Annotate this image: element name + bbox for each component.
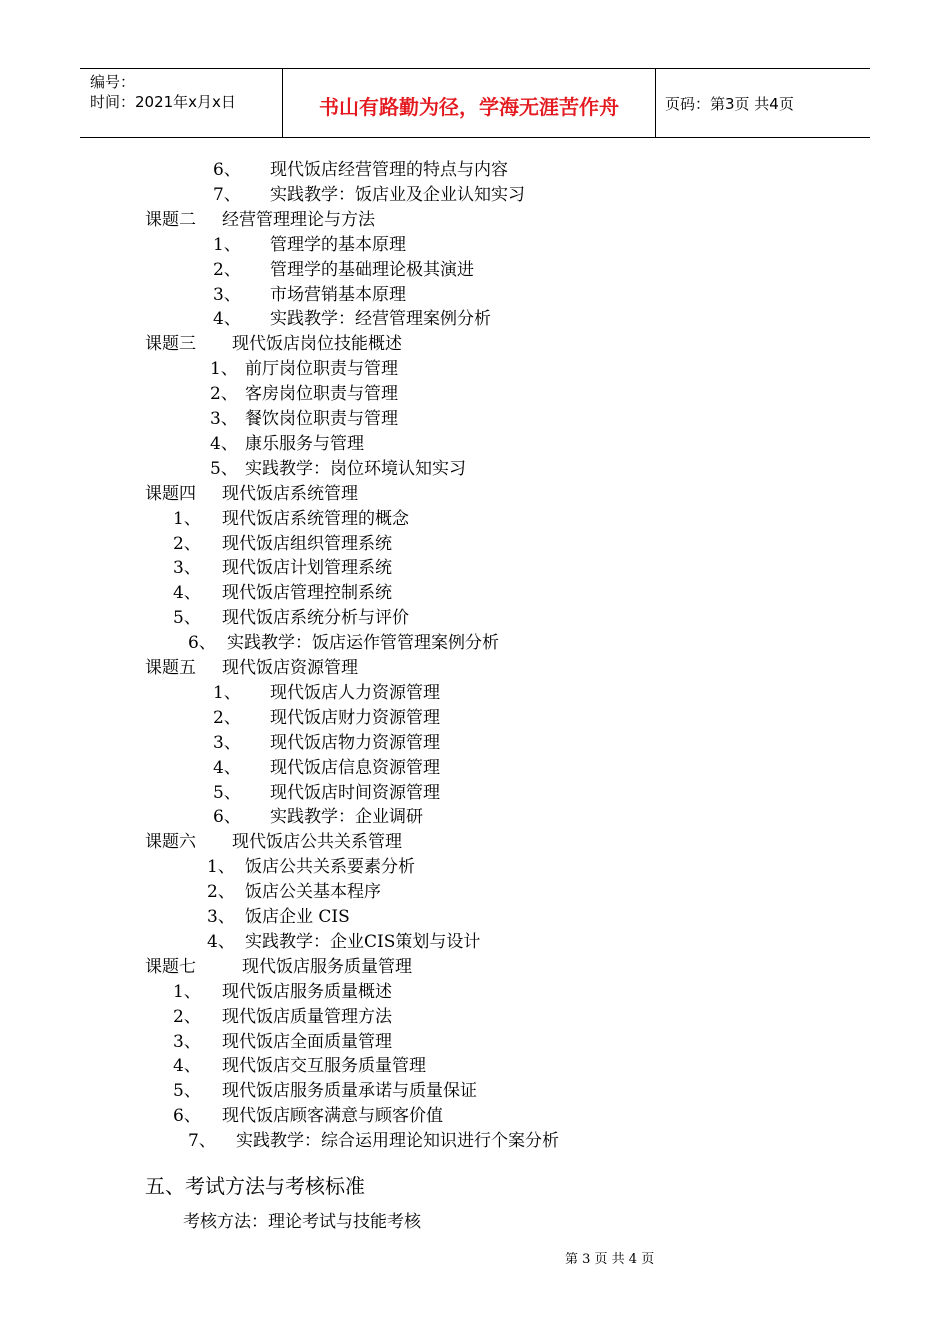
outline-item-text: 现代饭店管理控制系统 bbox=[222, 583, 392, 603]
outline-item-number: 3、 bbox=[210, 409, 238, 429]
outline-item-text: 现代饭店服务质量管理 bbox=[242, 957, 412, 977]
outline-item-number: 1、 bbox=[213, 235, 241, 255]
outline-item-text: 实践教学：综合运用理论知识进行个案分析 bbox=[236, 1131, 559, 1151]
outline-item-text: 餐饮岗位职责与管理 bbox=[245, 409, 398, 429]
header-left-cell bbox=[80, 69, 282, 137]
outline-item-number: 3、 bbox=[207, 907, 235, 927]
outline-item-number: 6、 bbox=[188, 633, 216, 653]
header-right-cell bbox=[655, 69, 870, 137]
outline-item-number: 5、 bbox=[213, 783, 241, 803]
header-middle-cell bbox=[282, 69, 656, 137]
outline-item-number: 1、 bbox=[207, 857, 235, 877]
outline-item-text: 现代饭店岗位技能概述 bbox=[232, 334, 402, 354]
outline-item-number: 6、 bbox=[173, 1106, 201, 1126]
outline-item-number: 3、 bbox=[213, 285, 241, 305]
outline-item-number: 4、 bbox=[207, 932, 235, 952]
outline-item-number: 1、 bbox=[213, 683, 241, 703]
outline-item-number: 2、 bbox=[210, 384, 238, 404]
outline-item-text: 现代饭店全面质量管理 bbox=[222, 1032, 392, 1052]
outline-item-text: 现代饭店交互服务质量管理 bbox=[222, 1056, 426, 1076]
outline-item-number: 课题六 bbox=[145, 832, 196, 852]
outline-item-text: 市场营销基本原理 bbox=[270, 285, 406, 305]
outline-item-text: 实践教学：企业调研 bbox=[270, 807, 423, 827]
outline-item-text: 经营管理理论与方法 bbox=[222, 210, 375, 230]
header-motto: 书山有路勤为径，学海无涯苦作舟 bbox=[319, 95, 619, 119]
outline-item-number: 课题二 bbox=[145, 210, 196, 230]
outline-item-number: 1、 bbox=[173, 982, 201, 1002]
outline-item-text: 饭店公共关系要素分析 bbox=[245, 857, 415, 877]
outline-item-number: 4、 bbox=[173, 1056, 201, 1076]
outline-item-text: 前厅岗位职责与管理 bbox=[245, 359, 398, 379]
outline-item-number: 2、 bbox=[173, 534, 201, 554]
outline-item-number: 7、 bbox=[213, 185, 241, 205]
outline-item-text: 现代饭店服务质量承诺与质量保证 bbox=[222, 1081, 477, 1101]
outline-item-number: 课题三 bbox=[145, 334, 196, 354]
outline-item-text: 客房岗位职责与管理 bbox=[245, 384, 398, 404]
page-footer: 第 3 页 共 4 页 bbox=[565, 1252, 655, 1267]
outline-item-text: 现代饭店经营管理的特点与内容 bbox=[270, 160, 508, 180]
outline-item-text: 现代饭店顾客满意与顾客价值 bbox=[222, 1106, 443, 1126]
outline-item-number: 7、 bbox=[188, 1131, 216, 1151]
outline-item-text: 现代饭店系统管理的概念 bbox=[222, 509, 409, 529]
outline-item-text: 实践教学：饭店业及企业认知实习 bbox=[270, 185, 525, 205]
outline-item-text: 现代饭店计划管理系统 bbox=[222, 558, 392, 578]
outline-item-number: 1、 bbox=[173, 509, 201, 529]
section-title: 五、考试方法与考核标准 bbox=[145, 1174, 365, 1198]
outline-item-number: 课题四 bbox=[145, 484, 196, 504]
outline-item-text: 现代饭店财力资源管理 bbox=[270, 708, 440, 728]
outline-item-text: 康乐服务与管理 bbox=[245, 434, 364, 454]
outline-item-text: 饭店企业 CIS bbox=[245, 907, 350, 927]
outline-item-number: 2、 bbox=[173, 1007, 201, 1027]
outline-item-number: 2、 bbox=[213, 260, 241, 280]
outline-item-text: 实践教学：经营管理案例分析 bbox=[270, 309, 491, 329]
outline-item-number: 6、 bbox=[213, 807, 241, 827]
outline-item-number: 3、 bbox=[213, 733, 241, 753]
outline-item-number: 1、 bbox=[210, 359, 238, 379]
outline-item-text: 实践教学：饭店运作管管理案例分析 bbox=[227, 633, 499, 653]
outline-item-number: 5、 bbox=[173, 608, 201, 628]
outline-item-text: 管理学的基本原理 bbox=[270, 235, 406, 255]
outline-item-number: 4、 bbox=[173, 583, 201, 603]
outline-item-text: 现代饭店质量管理方法 bbox=[222, 1007, 392, 1027]
outline-item-text: 现代饭店信息资源管理 bbox=[270, 758, 440, 778]
outline-item-text: 管理学的基础理论极其演进 bbox=[270, 260, 474, 280]
outline-item-number: 2、 bbox=[213, 708, 241, 728]
outline-item-text: 现代饭店系统分析与评价 bbox=[222, 608, 409, 628]
outline-item-text: 现代饭店服务质量概述 bbox=[222, 982, 392, 1002]
outline-item-number: 3、 bbox=[173, 558, 201, 578]
outline-item-text: 实践教学：企业CIS策划与设计 bbox=[245, 932, 481, 952]
outline-item-number: 课题五 bbox=[145, 658, 196, 678]
outline-item-text: 实践教学：岗位环境认知实习 bbox=[245, 459, 466, 479]
header-time-label: 时间：2021年x月x日 bbox=[90, 93, 236, 111]
assessment-method: 考核方法：理论考试与技能考核 bbox=[183, 1212, 421, 1232]
outline-item-text: 现代饭店资源管理 bbox=[222, 658, 358, 678]
outline-item-number: 5、 bbox=[173, 1081, 201, 1101]
outline-item-number: 4、 bbox=[213, 309, 241, 329]
outline-item-text: 饭店公关基本程序 bbox=[245, 882, 381, 902]
outline-item-number: 6、 bbox=[213, 160, 241, 180]
outline-item-text: 现代饭店公共关系管理 bbox=[232, 832, 402, 852]
header-code-label: 编号： bbox=[90, 73, 136, 91]
outline-item-number: 2、 bbox=[207, 882, 235, 902]
outline-item-number: 4、 bbox=[213, 758, 241, 778]
outline-item-number: 4、 bbox=[210, 434, 238, 454]
outline-item-text: 现代饭店物力资源管理 bbox=[270, 733, 440, 753]
outline-item-number: 5、 bbox=[210, 459, 238, 479]
outline-item-text: 现代饭店系统管理 bbox=[222, 484, 358, 504]
page-header bbox=[80, 68, 870, 138]
outline-item-number: 3、 bbox=[173, 1032, 201, 1052]
outline-item-text: 现代饭店组织管理系统 bbox=[222, 534, 392, 554]
outline-item-number: 课题七 bbox=[145, 957, 196, 977]
outline-item-text: 现代饭店人力资源管理 bbox=[270, 683, 440, 703]
outline-item-text: 现代饭店时间资源管理 bbox=[270, 783, 440, 803]
header-page-label: 页码：第3页 共4页 bbox=[665, 95, 794, 113]
